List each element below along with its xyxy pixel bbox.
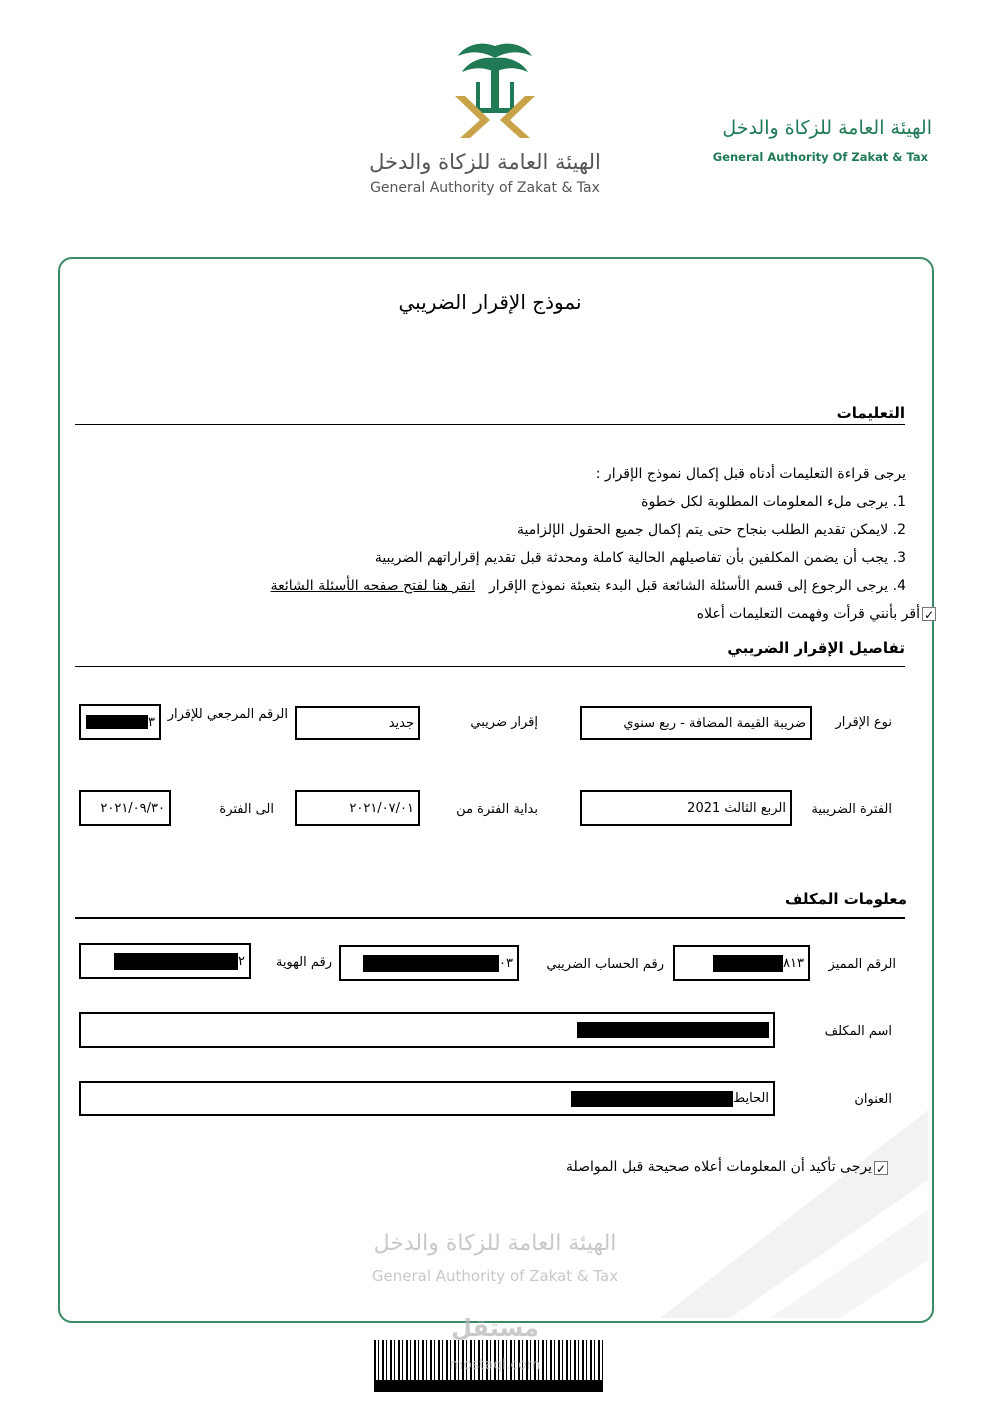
tax-period-value: الربع الثالث 2021 bbox=[687, 800, 786, 816]
site-watermark-ar: مستقل bbox=[451, 1314, 539, 1342]
divider bbox=[75, 424, 905, 425]
confirm-checkbox[interactable]: ✓ bbox=[875, 1162, 887, 1176]
period-start-field[interactable] bbox=[295, 790, 420, 826]
tax-account-value: ٠٣ bbox=[499, 955, 513, 971]
header-org-name-ar: الهيئة العامة للزكاة والدخل bbox=[369, 150, 601, 174]
page-title: نموذج الإقرار الضريبي bbox=[398, 290, 582, 314]
redaction-bar bbox=[114, 953, 238, 970]
acknowledge-label: أقر بأنني قرأت وفهمت التعليمات أعلاه bbox=[696, 606, 920, 622]
redaction-bar bbox=[571, 1091, 733, 1107]
instructions-block bbox=[150, 460, 934, 628]
id-number-field[interactable] bbox=[79, 943, 251, 979]
instruction-item-4: 4. يرجى الرجوع إلى قسم الأسئلة الشائعة قبل البدء بتعبئة نموذج الإقرار bbox=[489, 578, 906, 594]
distinguished-number-field[interactable] bbox=[673, 945, 810, 981]
redaction-bar bbox=[86, 715, 148, 729]
site-watermark-en: mostaql.com bbox=[449, 1357, 541, 1373]
instructions-intro: يرجى قراءة التعليمات أدناه قبل إكمال نموذج الإقرار : bbox=[595, 466, 906, 482]
tax-return-label: إقرار ضريبي bbox=[470, 715, 538, 730]
redaction-bar bbox=[363, 955, 499, 972]
tax-return-field[interactable] bbox=[295, 706, 420, 740]
right-org-name-en: General Authority Of Zakat & Tax bbox=[712, 150, 928, 164]
return-type-value: ضريبة القيمة المضافة - ربع سنوي bbox=[623, 715, 806, 731]
taxpayer-name-field[interactable] bbox=[79, 1012, 775, 1048]
instruction-item-2: 2. لايمكن تقديم الطلب بنجاح حتى يتم إكمال جميع الحقول الإلزامية bbox=[517, 522, 906, 538]
return-type-field[interactable] bbox=[580, 706, 812, 740]
tax-period-label: الفترة الضريبية bbox=[811, 802, 892, 817]
reference-number-label: الرقم المرجعي للإقرار bbox=[167, 707, 288, 722]
details-heading: تفاصيل الإقرار الضريبي bbox=[727, 639, 905, 657]
reference-number-value: ٣ bbox=[148, 714, 155, 730]
divider bbox=[75, 917, 905, 919]
distinguished-number-value: ٨١٣ bbox=[783, 955, 804, 971]
footer-watermark-en: General Authority of Zakat & Tax bbox=[371, 1267, 619, 1285]
return-type-label: نوع الإقرار bbox=[835, 715, 892, 730]
footer-watermark-ar: الهيئة العامة للزكاة والدخل bbox=[373, 1231, 617, 1256]
divider bbox=[75, 666, 905, 667]
id-number-label: رقم الهوية bbox=[275, 955, 332, 970]
tax-return-value: جديد bbox=[388, 715, 414, 731]
faq-link[interactable]: انقر هنا لفتح صفحه الأسئلة الشائعة bbox=[270, 578, 476, 594]
zatca-palm-logo-icon bbox=[450, 38, 540, 138]
period-end-field[interactable] bbox=[79, 790, 171, 826]
address-label: العنوان bbox=[854, 1092, 892, 1107]
instructions-heading: التعليمات bbox=[836, 404, 905, 422]
tax-period-field[interactable] bbox=[580, 790, 792, 826]
redaction-bar bbox=[577, 1022, 769, 1038]
instruction-item-3: 3. يجب أن يضمن المكلفين بأن تفاصيلهم الحالية كاملة ومحدثة قبل تقديم إقراراتهم الضريبية bbox=[374, 550, 906, 566]
period-end-label: الى الفترة bbox=[219, 802, 274, 817]
taxpayer-heading: معلومات المكلف bbox=[784, 890, 907, 908]
header-org-name-en: General Authority of Zakat & Tax bbox=[370, 180, 600, 196]
address-value: الحايط bbox=[733, 1091, 769, 1106]
background-stripes-decoration bbox=[640, 1090, 928, 1318]
period-end-value: ٢٠٢١/٠٩/٣٠ bbox=[100, 800, 165, 816]
right-org-name-ar: الهيئة العامة للزكاة والدخل bbox=[722, 117, 932, 139]
address-field[interactable] bbox=[79, 1081, 775, 1116]
reference-number-field[interactable] bbox=[79, 704, 161, 740]
id-number-value: ٢ bbox=[238, 953, 245, 969]
tax-account-label: رقم الحساب الضريبي bbox=[546, 957, 664, 972]
distinguished-number-label: الرقم المميز bbox=[828, 957, 896, 972]
taxpayer-name-label: اسم المكلف bbox=[824, 1024, 892, 1039]
confirm-label: يرجى تأكيد أن المعلومات أعلاه صحيحة قبل المواصلة bbox=[565, 1159, 872, 1175]
tax-account-field[interactable] bbox=[339, 945, 519, 981]
instruction-item-1: 1. يرجى ملء المعلومات المطلوبة لكل خطوة bbox=[641, 494, 906, 510]
period-start-label: بداية الفترة من bbox=[456, 802, 538, 817]
period-start-value: ٢٠٢١/٠٧/٠١ bbox=[349, 800, 414, 816]
acknowledge-checkbox[interactable]: ✓ bbox=[922, 607, 936, 621]
redaction-bar bbox=[713, 955, 783, 972]
